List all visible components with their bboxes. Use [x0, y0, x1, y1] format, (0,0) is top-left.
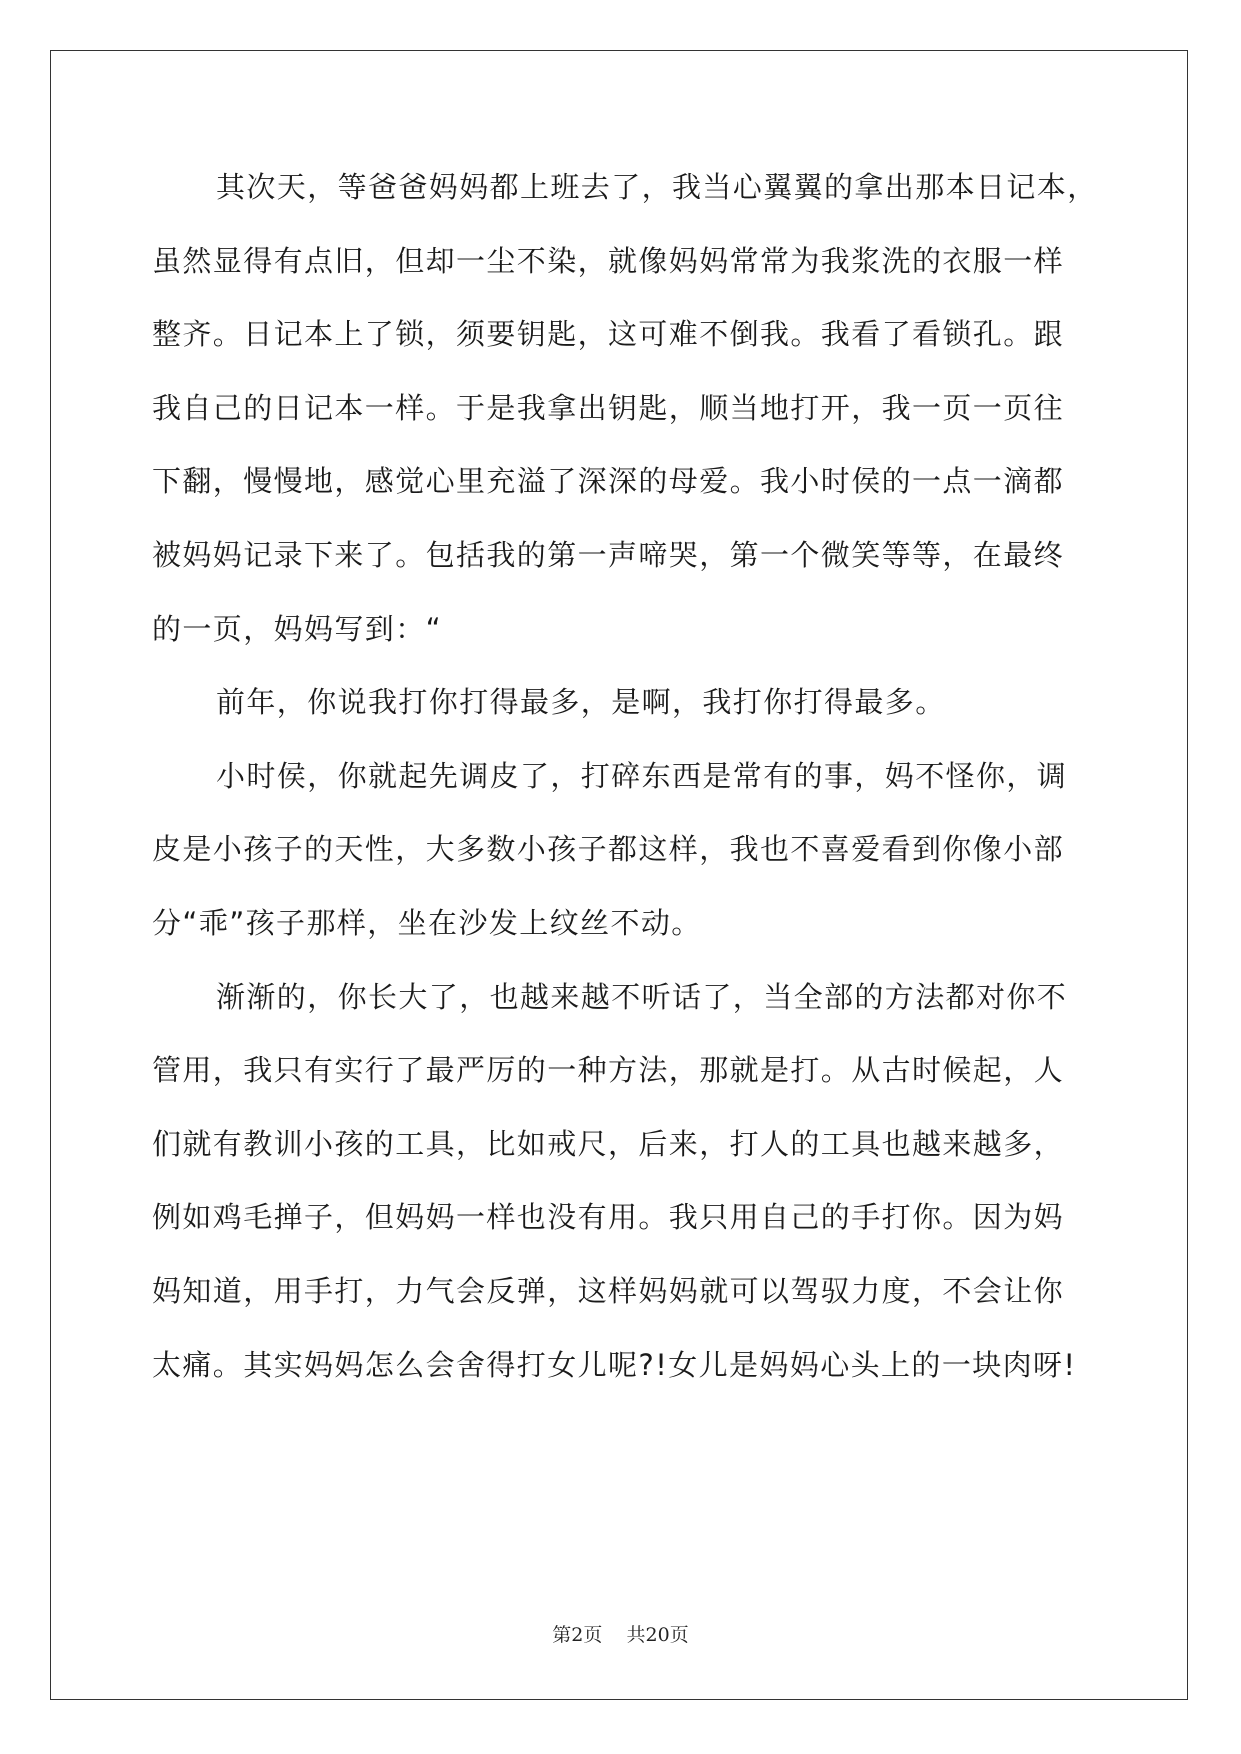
text-line: 太痛。其实妈妈怎么会舍得打女儿呢?!女儿是妈妈心头上的一块肉呀! — [152, 1347, 1077, 1382]
text-line: 例如鸡毛掸子，但妈妈一样也没有用。我只用自己的手打你。因为妈 — [152, 1200, 1065, 1235]
text-line: 小时侯，你就起先调皮了，打碎东西是常有的事，妈不怪你，调 — [216, 758, 1068, 793]
document-body — [152, 162, 1098, 1413]
text-line: 我自己的日记本一样。于是我拿出钥匙，顺当地打开，我一页一页往 — [152, 390, 1065, 425]
text-line: 的一页，妈妈写到：“ — [152, 611, 443, 646]
text-line: 渐渐的，你长大了，也越来越不听话了，当全部的方法都对你不 — [216, 979, 1068, 1014]
text-line: 其次天，等爸爸妈妈都上班去了，我当心翼翼的拿出那本日记本， — [216, 170, 1098, 204]
text-line: 被妈妈记录下来了。包括我的第一声啼哭，第一个微笑等等，在最终 — [152, 537, 1065, 572]
page-number-footer: 第2页 共20页 — [552, 1624, 689, 1646]
text-line: 前年，你说我打你打得最多，是啊，我打你打得最多。 — [216, 685, 946, 720]
text-line: 虽然显得有点旧，但却一尘不染，就像妈妈常常为我浆洗的衣服一样 — [152, 243, 1065, 278]
text-line: 整齐。日记本上了锁，须要钥匙，这可难不倒我。我看了看锁孔。跟 — [152, 317, 1065, 352]
text-line: 们就有教训小孩的工具，比如戒尺，后来，打人的工具也越来越多， — [152, 1126, 1065, 1161]
text-line: 管用，我只有实行了最严厉的一种方法，那就是打。从古时候起，人 — [152, 1053, 1065, 1088]
text-line: 皮是小孩子的天性，大多数小孩子都这样，我也不喜爱看到你像小部 — [152, 832, 1065, 867]
text-line: 妈知道，用手打，力气会反弹，这样妈妈就可以驾驭力度，不会让你 — [152, 1273, 1065, 1308]
text-line: 下翻，慢慢地，感觉心里充溢了深深的母爱。我小时侯的一点一滴都 — [152, 464, 1065, 499]
text-line: 分“乖”孩子那样，坐在沙发上纹丝不动。 — [152, 905, 702, 940]
